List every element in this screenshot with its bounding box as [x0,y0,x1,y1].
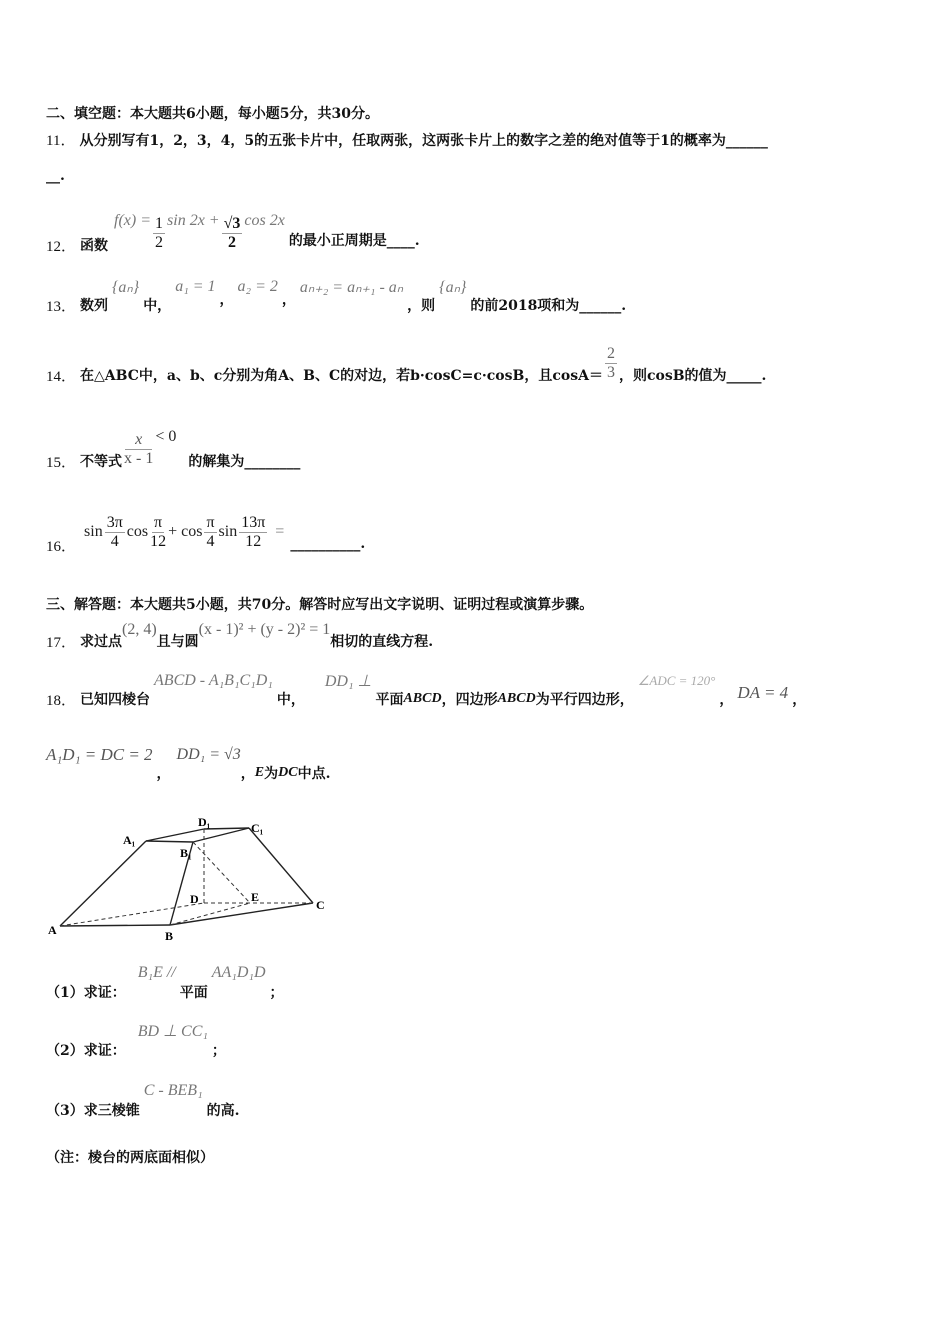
math: ABCD - A₁B₁C₁D₁ [154,672,273,689]
text: 中， [276,692,305,708]
question-13 [46,278,627,315]
fraction-half [153,215,165,252]
fraction [239,514,267,551]
math: ABCD [497,691,536,706]
text: 相切的直线方程. [330,634,434,650]
text: 且与圆 [156,634,199,650]
text: 为平行四边形， [535,692,634,708]
section-2-heading [46,103,379,123]
math: a₁ = 1 [175,278,216,295]
question-number: 12． [46,238,77,255]
edge-A1D1 [146,829,204,841]
text: 的前2018项和为______. [470,298,627,314]
math: C - BEB₁ [143,1082,203,1099]
question-17 [46,622,433,650]
text: ， [792,692,807,708]
question-number: 15． [46,454,77,471]
question-12 [46,205,420,261]
text: 数列 [80,298,109,314]
math: aₙ₊₂ = aₙ₊₁ - aₙ [299,279,404,296]
edge-AA1 [60,841,146,926]
math: ∠ADC = 120° [637,673,716,688]
question-number: 14． [46,368,77,385]
math: ABCD [403,691,442,706]
math: cos [126,523,149,540]
label-E: E [251,890,260,904]
denominator: 2 [227,233,236,251]
question-11-cont [46,168,65,184]
label-D: D [190,892,199,906]
label-B1: B₁ [180,846,192,860]
math: a₂ = 2 [237,278,278,295]
text: ， [219,292,234,308]
question-number: 11． [46,133,76,149]
math: {aₙ} [439,279,467,296]
text: 的解集为________ [188,454,301,470]
text: （3）求三棱锥 [46,1103,140,1119]
text: ，则 [407,298,436,314]
denominator: 12 [245,532,262,550]
math: sin [84,523,103,540]
text: ， [156,766,171,782]
edge-A1B1 [146,841,193,842]
text: 平面 [375,692,404,708]
math: + cos [168,523,203,540]
heading-text: 二、填空题：本大题共6小题，每小题5分，共30分。 [46,106,379,122]
text: 的高. [206,1103,240,1119]
frustum-figure [40,805,350,945]
denominator: 12 [150,532,167,550]
numerator: π [154,513,163,531]
denominator: 4 [206,532,215,550]
math: BD ⊥ CC₁ [137,1023,208,1040]
math-fx: f(x) = [114,212,152,229]
math: sin [218,523,238,540]
label-B: B [165,929,174,943]
question-text: 在△ABC中，a、b、c分别为角A、B、C的对边，若b·cosC=c·cosB，且cosA＝ [80,368,603,384]
label-C1: C₁ [251,821,264,835]
numerator: 1 [155,214,164,232]
math: DA = 4 [737,683,789,702]
text: 中点. [297,766,331,782]
math: AA₁D₁D [211,964,266,981]
question-18-cont [46,745,331,782]
text: ，则cosB的值为_____. [618,368,767,384]
math-sin: sin 2x + [167,212,220,229]
edge-AB [60,925,170,926]
note-text: （注：棱台的两底面相似） [46,1150,214,1166]
note [46,1147,214,1167]
text: （1）求证： [46,985,126,1001]
label-D1: D₁ [198,815,211,829]
part-1 [46,964,284,1001]
fraction [204,514,216,551]
math-cos: cos 2x [244,212,285,229]
answer-blank: __. [46,168,65,184]
math: (x - 1)² + (y - 2)² = 1 [198,621,331,638]
fraction [605,345,617,382]
question-18 [46,672,807,709]
math: DD₁ = √3 [176,746,241,763]
question-11 [46,129,768,150]
fraction [105,514,125,551]
part-2 [46,1023,226,1059]
section-3-heading [46,594,593,614]
text: ， [240,766,255,782]
math: DD₁ ⊥ [324,673,372,690]
math: (2, 4) [122,621,157,638]
numerator: 3π [106,513,123,531]
question-number: 13． [46,298,77,315]
question-number: 18． [46,692,77,709]
denominator: 3 [606,363,615,381]
math: DC [278,765,298,780]
denominator: x - 1 [124,449,154,467]
answer-blank: __________. [290,536,366,552]
text: （2）求证： [46,1043,126,1059]
denominator: 2 [155,233,164,251]
math: A₁D₁ = DC = 2 [46,745,153,764]
text: 平面 [179,985,208,1001]
numerator: √3 [223,214,241,232]
numerator: x [125,431,152,450]
numerator: π [206,513,215,531]
text: 不等式 [80,454,123,470]
question-14 [46,342,766,384]
edge-B1E [193,842,250,903]
text: 求过点 [80,634,123,650]
text: ， [719,692,734,708]
label-A1: A₁ [123,833,136,847]
denominator: 4 [110,532,119,550]
question-16 [46,510,365,554]
math: {aₙ} [112,279,140,296]
question-15 [46,428,300,470]
fraction-sqrt3 [222,215,243,252]
edge-D1C1 [204,828,249,829]
math: E [254,765,265,780]
question-text: 从分别写有1，2，3，4，5的五张卡片中，任取两张，这两张卡片上的数字之差的绝对值等于1的概率为______ [79,132,768,149]
fraction [124,431,153,468]
text: 已知四棱台 [80,692,151,708]
text: 为 [264,766,279,782]
label-A: A [48,923,57,937]
part-3 [46,1082,240,1119]
math: = [275,523,285,540]
text: 的最小正周期是____. [288,233,420,249]
text: 中， [143,298,172,314]
text: ； [211,1043,226,1059]
text: ； [269,985,284,1001]
fraction [150,514,166,551]
numerator: 13π [241,513,266,531]
question-number: 16． [46,538,77,555]
numerator: 2 [606,344,615,362]
math: < 0 [155,428,177,445]
heading-text: 三、解答题：本大题共5小题，共70分。解答时应写出文字说明、证明过程或演算步骤。 [46,597,594,613]
edge-BC [170,903,313,925]
text: ，四边形 [441,692,498,708]
text: ， [281,292,296,308]
label-C: C [316,898,325,912]
question-number: 17． [46,634,77,651]
text: 函数 [80,238,109,254]
math: B₁E // [137,964,176,981]
